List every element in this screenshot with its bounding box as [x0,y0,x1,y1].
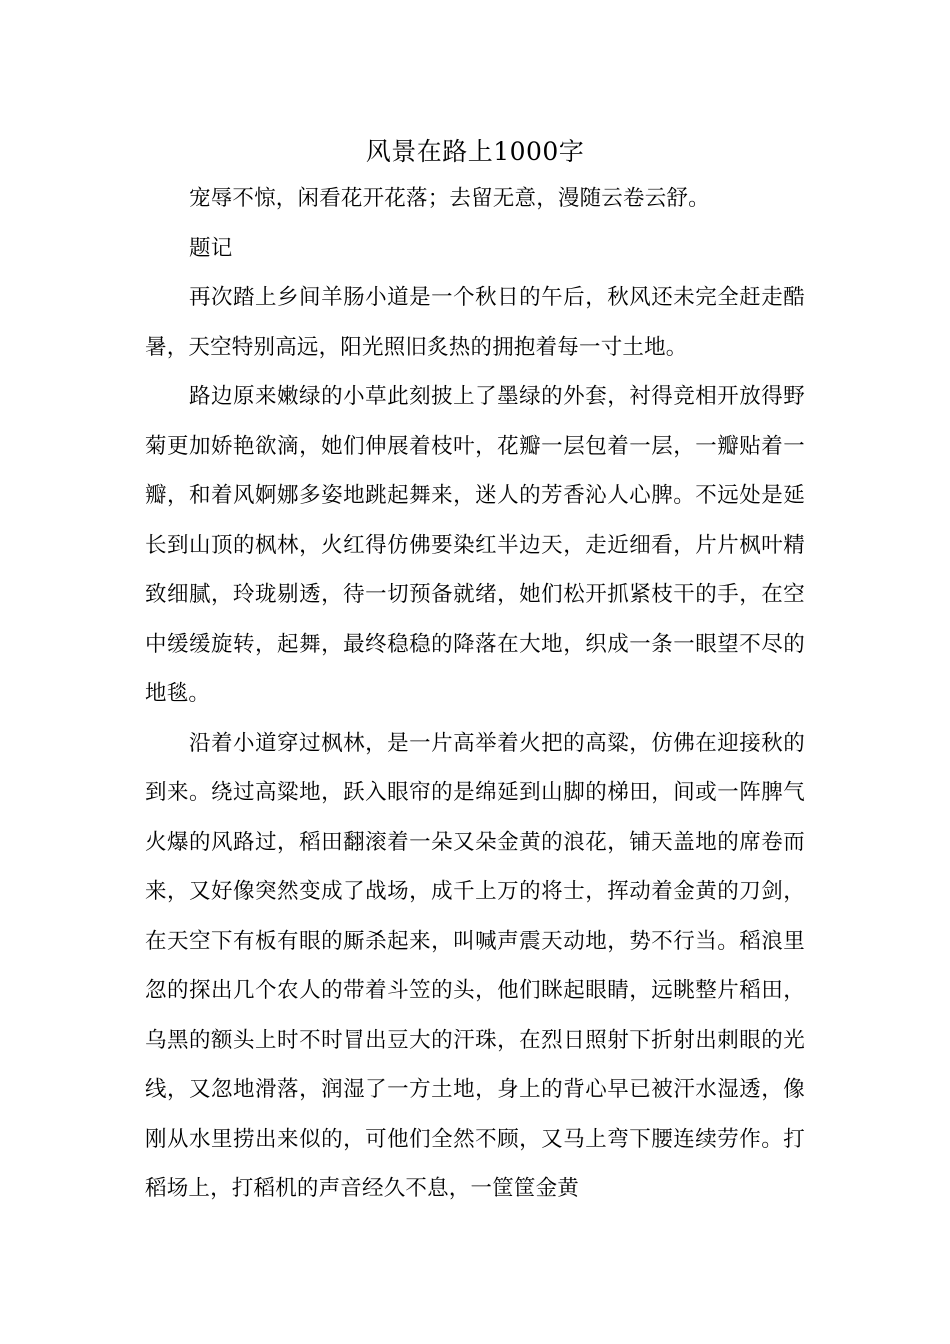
paragraph-body-3: 沿着小道穿过枫林，是一片高举着火把的高粱，仿佛在迎接秋的到来。绕过高粱地，跃入眼帘的是绵延到山脚的梯田，间或一阵脾气火爆的风路过，稻田翻滚着一朵又朵金黄的浪花，铺天盖地的席卷而来，又好像突然变成了战场，成千上万的将士，挥动着金黄的刀剑，在天空下有板有眼的厮杀起来，叫喊声震天动地，势不行当。稻浪里忽的探出几个农人的带着斗笠的头，他们眯起眼睛，远眺整片稻田，乌黑的额头上时不时冒出豆大的汗珠，在烈日照射下折射出刺眼的光线，又忽地滑落，润湿了一方土地，身上的背心早已被汗水湿透，像刚从水里捞出来似的，可他们全然不顾，又马上弯下腰连续劳作。打稻场上，打稻机的声音经久不息，一筐筐金黄 [145,730,805,1201]
document-title: 风景在路上1000字 [365,137,585,166]
paragraph-epigraph: 宠辱不惊，闲看花开花落；去留无意，漫随云卷云舒。 [189,186,710,211]
document-page [145,132,805,1214]
paragraph-body-2: 路边原来嫩绿的小草此刻披上了墨绿的外套，衬得竞相开放得野菊更加娇艳欲滴，她们伸展着枝叶，花瓣一层包着一层，一瓣贴着一瓣，和着风婀娜多姿地跳起舞来，迷人的芳香沁人心脾。不远处是延长到山顶的枫林，火红得仿佛要染红半边天，走近细看，片片枫叶精致细腻，玲珑剔透，待一切预备就绪，她们松开抓紧枝干的手，在空中缓缓旋转，起舞，最终稳稳的降落在大地，织成一条一眼望不尽的地毯。 [145,384,805,706]
paragraph-body-1: 再次踏上乡间羊肠小道是一个秋日的午后，秋风还未完全赶走酷暑，天空特别高远，阳光照旧炙热的拥抱着每一寸土地。 [145,285,805,360]
paragraph-epigraph-note: 题记 [189,235,233,261]
